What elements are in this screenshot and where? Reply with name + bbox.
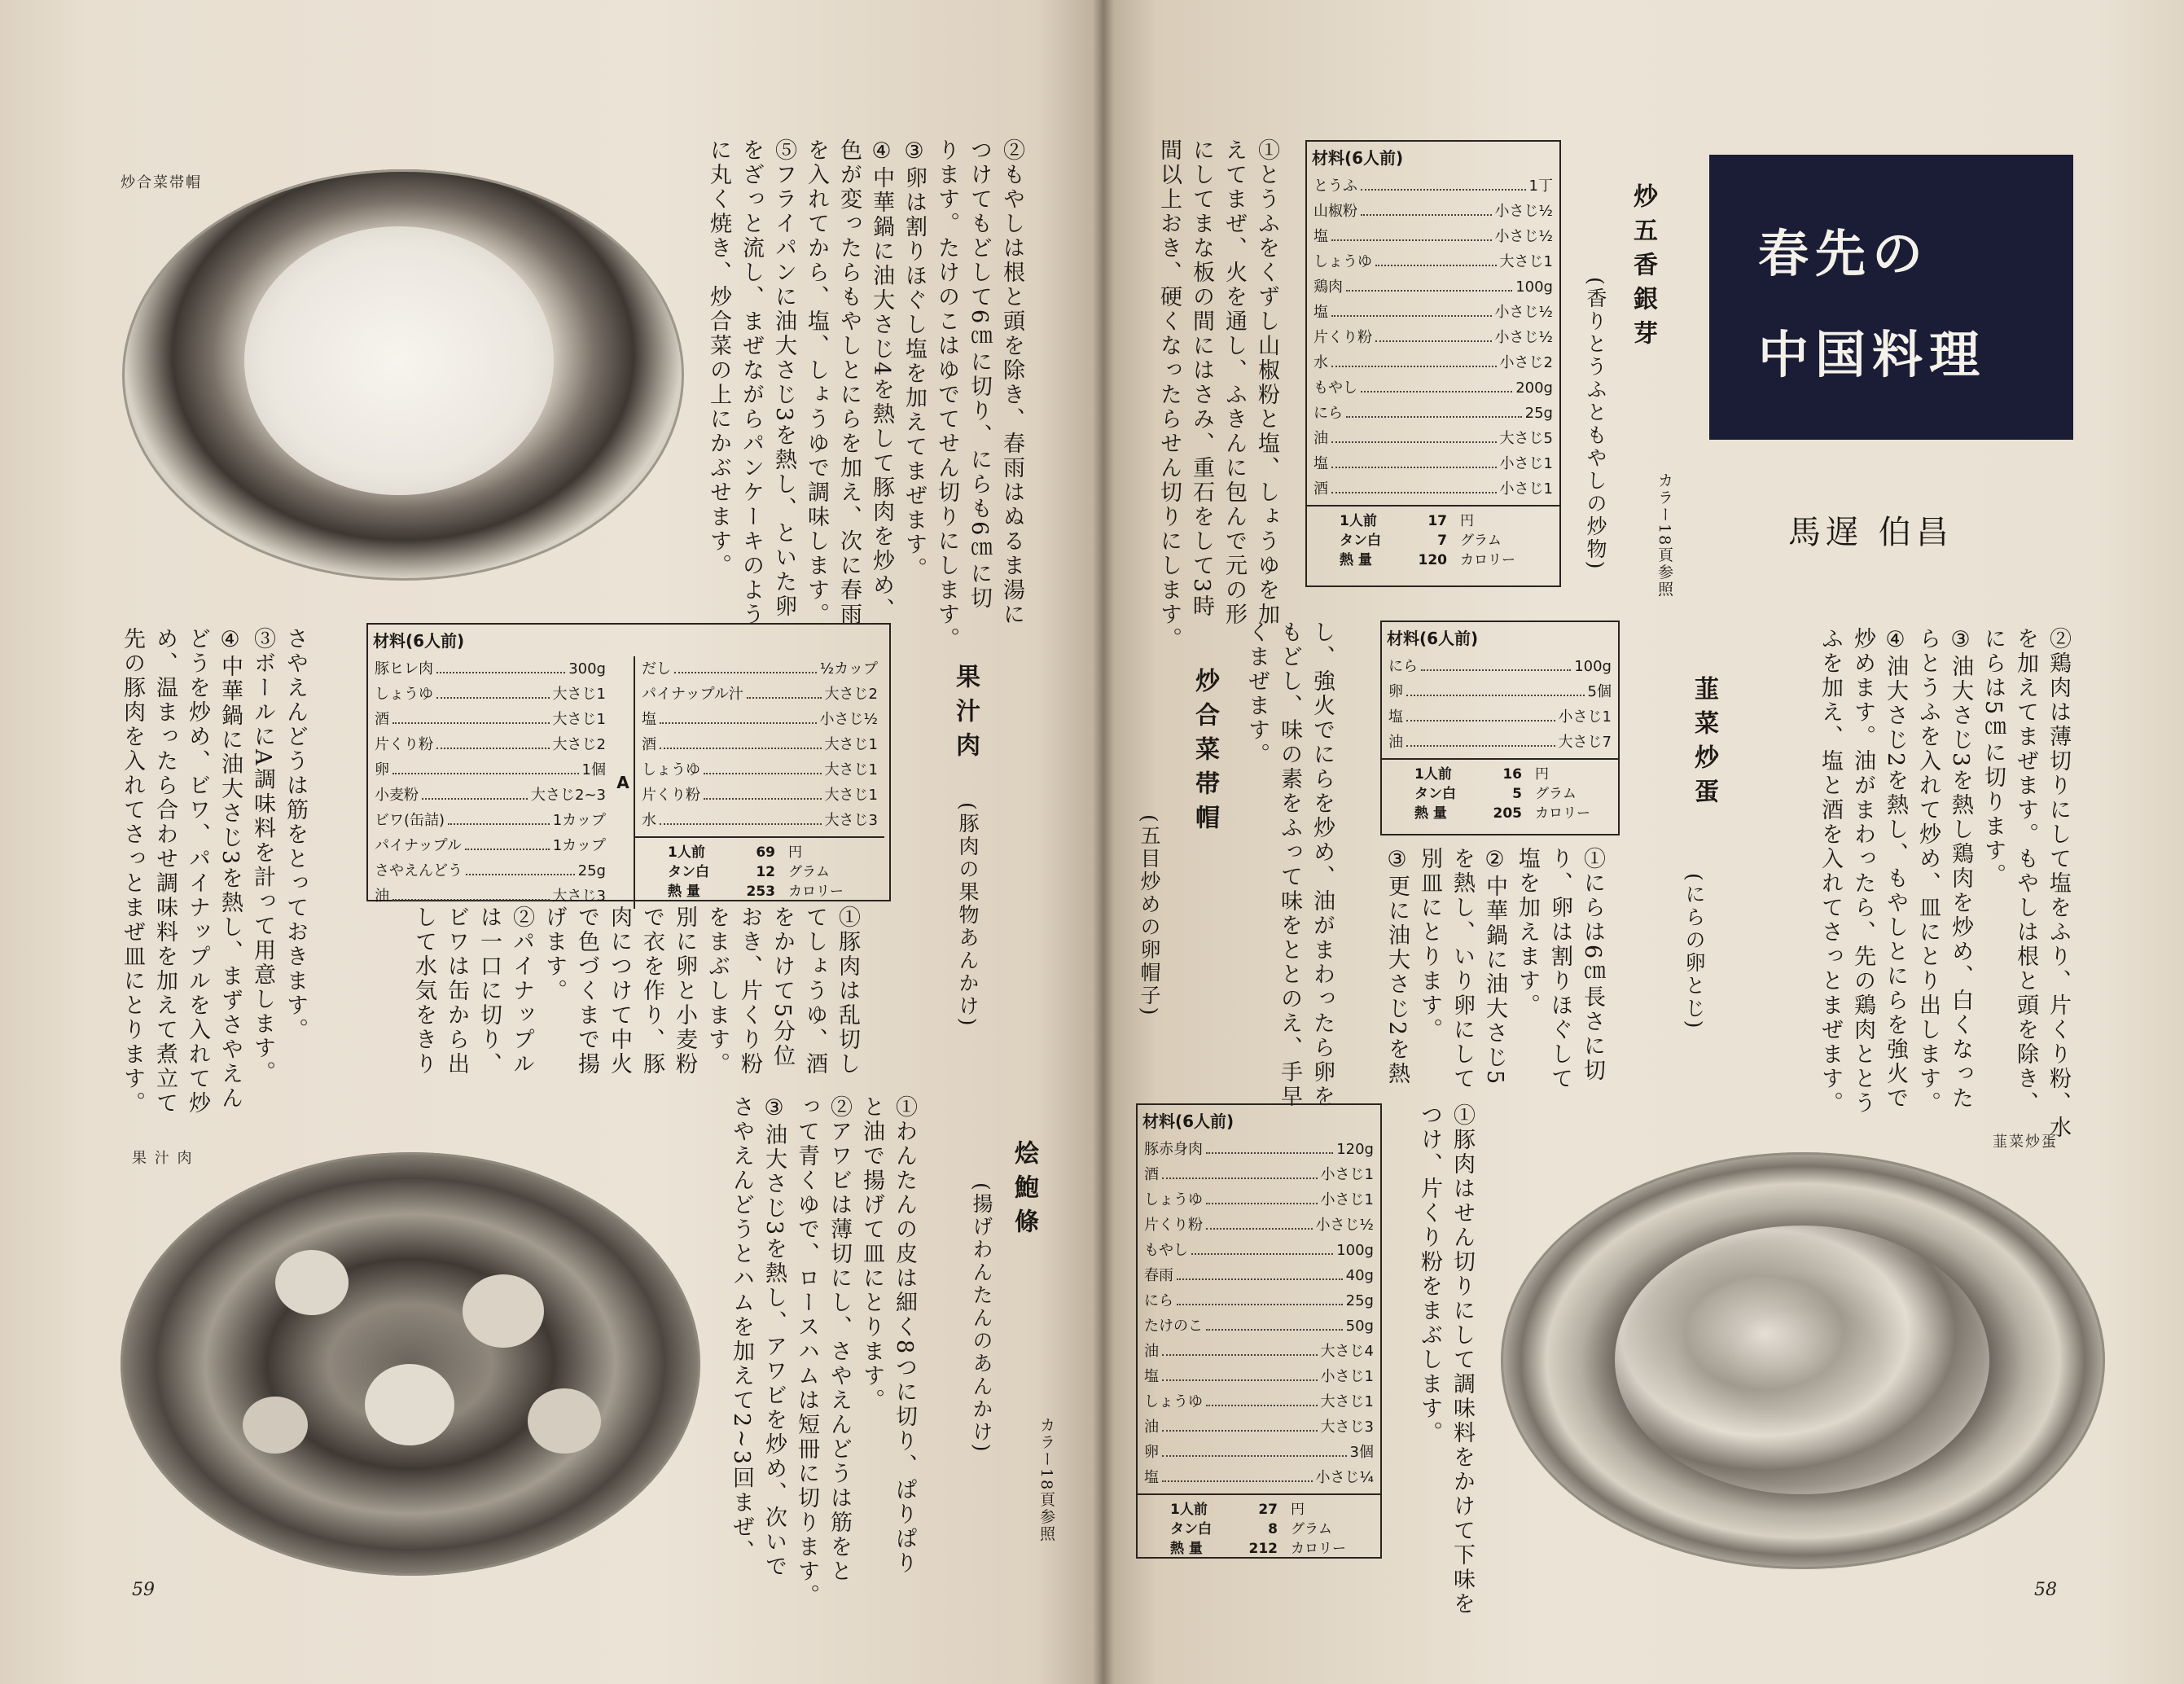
recipe-title-chaohecai: 炒合菜帯帽	[1191, 668, 1219, 839]
pineapple-piece	[243, 1397, 308, 1454]
ingredients-box-guozhirou	[366, 623, 891, 905]
ingredient-row: 塩 小さじ1	[1382, 704, 1618, 730]
ingredient-row: 豚ヒレ肉 300g	[368, 656, 612, 682]
ingredient-row: にら 25g	[1138, 1288, 1380, 1313]
recipe-title-chao-wuxiang: 炒五香銀芽	[1629, 183, 1657, 354]
feature-title-line1: 春先の	[1758, 224, 1930, 283]
ingredient-row: 片くり粉 大さじ2	[368, 732, 612, 757]
ingredient-row: さやえんどう 25g	[368, 858, 612, 884]
guozhirou-steps: ①豚肉は乱切し てしょうゆ、酒 をかけて5分位 おき、片くり粉 をまぶします。 別に卵と小麦粉 で衣を作り、豚 肉につけて中火 で色づくまで揚 げます。 ②パイナップル は一口に切り、 ビワは缶から出 して水気をきり	[411, 906, 860, 1077]
ingredients-header: 材料(6人前)	[1387, 629, 1479, 648]
ingredient-row: 片くり粉 小さじ½	[1307, 325, 1559, 350]
ingredient-row: 酒 小さじ1	[1307, 476, 1559, 502]
color-page-reference: カラー18頁参照	[1037, 1417, 1055, 1543]
nutrition-row: 熱 量 120 カロリー	[1340, 552, 1515, 568]
chaohecai-steps-meat: ①豚肉はせん切りにして調味料をかけて下味を つけ、片くり粉をまぶします。	[1417, 1103, 1475, 1616]
jiucai-steps: ①にらは6㎝長さに切 り、卵は割りほぐして 塩を加えます。 ②中華鍋に油大さじ5 を熱し、いり卵にして 別皿にとります。 ③更に油大さじ2を熱	[1384, 847, 1605, 1091]
egg-pancake	[244, 226, 554, 495]
pineapple-piece	[275, 1250, 349, 1315]
page-right	[1103, 0, 2184, 1684]
nutrition-row: 1人前 17 円	[1340, 513, 1474, 529]
ingredients-box-chaohecai	[1136, 1103, 1382, 1559]
pineapple-piece	[463, 1274, 544, 1348]
ingredient-row: 塩 小さじ½	[635, 707, 884, 732]
nutrition-row: タン白 7 グラム	[1340, 533, 1502, 549]
ingredient-row: 酒 大さじ1	[368, 707, 612, 732]
recipe-subtitle-jiucai: (にらの卵とじ)	[1682, 873, 1706, 1031]
ingredient-row: 油 大さじ7	[1382, 730, 1618, 755]
ingredient-row: 酒 大さじ1	[635, 732, 884, 757]
ingredient-row: しょうゆ 大さじ1	[635, 757, 884, 783]
ingredient-row: 小麦粉 大さじ2~3	[368, 783, 612, 808]
ingredient-row: 塩 小さじ½	[1307, 300, 1559, 325]
ingredient-row: しょうゆ 大さじ1	[1307, 249, 1559, 274]
ingredient-row: にら 100g	[1382, 654, 1618, 679]
nutrition-row: タン白 5 グラム	[1414, 786, 1577, 802]
ingredient-row: 油 大さじ4	[1138, 1339, 1380, 1364]
ingredient-row: もやし 100g	[1138, 1238, 1380, 1263]
ingredient-row: しょうゆ 大さじ1	[1138, 1389, 1380, 1414]
ingredient-row: 豚赤身肉 120g	[1138, 1137, 1380, 1162]
ingredient-row: パイナップル汁 大さじ2	[635, 682, 884, 707]
ingredients-list-left	[368, 656, 612, 909]
color-page-reference: カラー18頁参照	[1656, 472, 1673, 599]
ingredient-row: にら 25g	[1307, 401, 1559, 426]
ingredient-row: 塩 小さじ¼	[1138, 1465, 1380, 1490]
recipe-subtitle-chaohecai: (五目炒めの卵帽子)	[1138, 814, 1161, 1018]
ingredients-header: 材料(6人前)	[373, 631, 465, 651]
photo-jiucai-plate	[1501, 1152, 2105, 1569]
ingredient-row: 塩 小さじ1	[1307, 451, 1559, 476]
ingredient-row: ビワ(缶詰) 1カップ	[368, 808, 612, 833]
nutrition-row: 熱 量 212 カロリー	[1170, 1541, 1346, 1557]
ingredient-row: 油 大さじ5	[1307, 426, 1559, 451]
ingredient-row: 春雨 40g	[1138, 1263, 1380, 1288]
ingredient-row: 塩 小さじ1	[1138, 1364, 1380, 1389]
nutrition-row: 熱 量 253 カロリー	[668, 884, 844, 900]
ingredient-row: たけのこ 50g	[1138, 1313, 1380, 1339]
recipe-subtitle-guozhirou: (豚肉の果物あんかけ)	[956, 802, 980, 1028]
page-number-left: 59	[132, 1580, 155, 1600]
recipe-subtitle-chao-wuxiang: (香りとうふともやしの炒物)	[1584, 277, 1607, 572]
ingredient-row: とうふ 1丁	[1307, 173, 1559, 199]
ingredients-list-right	[634, 656, 884, 909]
chao-wuxiang-steps: ①とうふをくずし山椒粉と塩、しょうゆを加 えてまぜ、火を通し、ふきんに包んで元の形 にしてまな板の間にはさみ、重石をして3時 間以上おき、硬くなったらせん切りにします。	[1156, 138, 1279, 651]
ingredient-row: 卵 1個	[368, 757, 612, 783]
photo-caption: 韮菜炒蛋	[1993, 1134, 2058, 1151]
ingredient-row: 片くり粉 大さじ1	[635, 783, 884, 808]
ingredient-row: 油 大さじ3	[368, 884, 612, 909]
photo-chaohecai-plate	[122, 169, 684, 581]
recipe-title-huibaotiao: 烩鮑條	[1010, 1140, 1038, 1243]
ingredient-row: もやし 200g	[1307, 375, 1559, 401]
feature-title-box	[1709, 155, 2073, 440]
nutrition-row: タン白 8 グラム	[1170, 1521, 1332, 1537]
nutrition-row: 1人前 27 円	[1170, 1502, 1305, 1518]
ingredient-row: しょうゆ 大さじ1	[368, 682, 612, 707]
ingredient-row: 油 大さじ3	[1138, 1414, 1380, 1440]
ingredients-header: 材料(6人前)	[1142, 1112, 1235, 1131]
ingredient-row: しょうゆ 小さじ1	[1138, 1187, 1380, 1213]
ingredient-row: 卵 3個	[1138, 1440, 1380, 1465]
ingredient-row: パイナップル 1カップ	[368, 833, 612, 858]
ingredient-row: 山椒粉 小さじ½	[1307, 199, 1559, 224]
ingredient-row: 水 大さじ3	[635, 808, 884, 833]
photo-guozhirou-plate	[121, 1152, 700, 1576]
guozhirou-steps-continued: さやえんどうは筋をとっておきます。 ③ボールにA調味料を計って用意します。 ④中華鍋に油大さじ3を熱し、まずさやえん どうを炒め、ビワ、パイナップルを入れて炒 め、温まったら合わせ調味料を加えて煮立て 先の豚肉を入れてさっとまぜ皿にとります。	[120, 627, 308, 1116]
page-number-right: 58	[2034, 1580, 2057, 1600]
book-gutter	[1093, 0, 1114, 1684]
chaohecai-steps-start: し、強火でにらを炒め、油がまわったら卵を もどし、味の素をふって味をととのえ、手早 くまぜます。	[1244, 621, 1335, 1109]
ingredient-row: 塩 小さじ½	[1307, 224, 1559, 249]
ingredient-row: 水 小さじ2	[1307, 350, 1559, 375]
egg-and-chives	[1615, 1226, 1989, 1494]
nutrition-row: 1人前 16 円	[1414, 766, 1549, 783]
nutrition-row: タン白 12 グラム	[668, 864, 830, 880]
photo-caption: 炒合菜帯帽	[121, 174, 202, 191]
huibaotiao-steps: ①わんたんの皮は細く8つに切り、ぱりぱり と油で揚げて皿にとります。 ②アワビは薄切にし、さやえんどうは筋をと って青くゆで、ロースハムは短冊に切ります。 ③油大さじ3を熱し、アワビを炒め、次いで さやえんどうとハムを加えて2~3回まぜ、	[729, 1095, 917, 1608]
ingredients-header: 材料(6人前)	[1312, 148, 1404, 168]
recipe-title-guozhirou: 果汁肉	[951, 664, 980, 766]
ingredient-row: 酒 小さじ1	[1138, 1162, 1380, 1187]
ingredient-row: 片くり粉 小さじ½	[1138, 1213, 1380, 1238]
pineapple-piece	[365, 1364, 454, 1445]
recipe-subtitle-huibaotiao: (揚げわんたんのあんかけ)	[970, 1182, 993, 1454]
author-name: 馬遅 伯昌	[1788, 514, 1954, 551]
photo-caption: 果 汁 肉	[132, 1150, 194, 1167]
feature-title-line2: 中国料理	[1758, 325, 1987, 384]
ingredients-box-chao-wuxiang	[1305, 140, 1561, 587]
ingredient-row: 鶏肉 100g	[1307, 274, 1559, 300]
recipe-title-jiucai: 韮菜炒蛋	[1690, 676, 1718, 813]
chao-wuxiang-steps-continued: ②鶏肉は薄切りにして塩をふり、片くり粉、水 を加えてまぜます。もやしは根と頭を除き、 にらは5㎝に切ります。 ③油大さじ3を熱し鶏肉を炒め、白くなった らとうふを入れて炒め、皿にとり出します。 ④油大さじ2を熱し、もやしとにらを強火で 炒めます。油がまわったら、先の鶏肉ととう ふを加え、塩と酒を入れてさっとまぜます。	[1818, 627, 2071, 1140]
nutrition-row: 1人前 69 円	[668, 844, 802, 861]
pineapple-piece	[528, 1388, 601, 1454]
ingredient-row: だし ½カップ	[635, 656, 884, 682]
nutrition-row: 熱 量 205 カロリー	[1414, 805, 1590, 822]
seasoning-a-label: A	[616, 773, 629, 792]
chaohecai-steps-continued: ②もやしは根と頭を除き、春雨はぬるま湯に つけてもどして6㎝に切り、にらも6㎝に切 ります。たけのこはゆでてせん切りにします。 ③卵は割りほぐし塩を加えてまぜます。 ④中華鍋に油大さじ4を熱して豚肉を炒め、 色が変ったらもやしとにらを加え、次に春雨 を入れてから、塩、しょうゆで調味します。 ⑤フライパンに油大さじ3を熱し、といた卵 をざっと流し、まぜながらパンケーキのよう に丸く焼き、炒合菜の上にかぶせます。	[706, 138, 1024, 651]
ingredients-box-jiucai	[1380, 621, 1620, 835]
ingredient-row: 卵 5個	[1382, 679, 1618, 704]
